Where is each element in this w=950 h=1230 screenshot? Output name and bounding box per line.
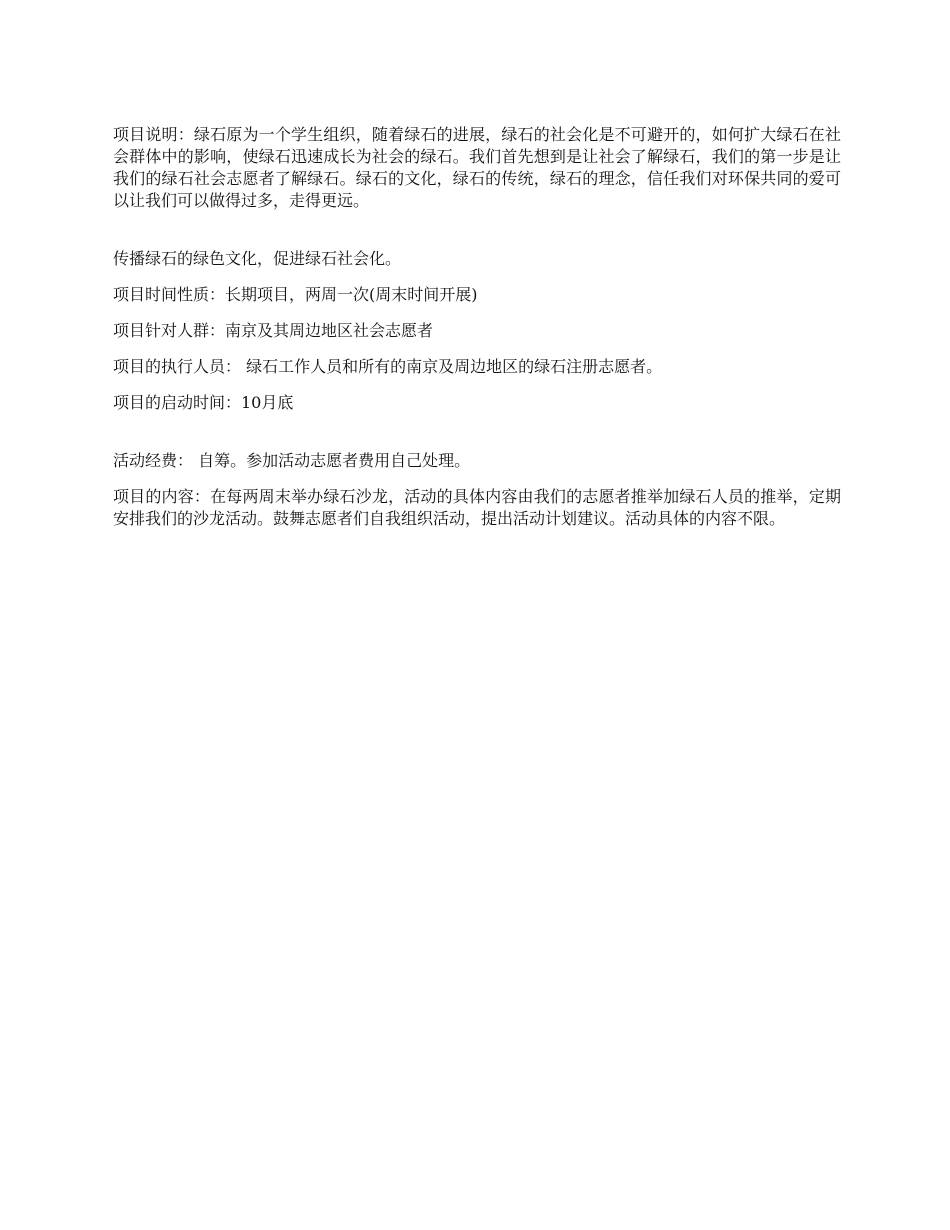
funding-paragraph: 活动经费： 自筹。参加活动志愿者费用自己处理。 xyxy=(113,451,471,470)
spacer xyxy=(113,212,841,248)
document-body xyxy=(113,124,841,530)
project-goal-paragraph: 传播绿石的绿色文化，促进绿石社会化。 xyxy=(113,249,402,268)
executors-paragraph: 项目的执行人员： 绿石工作人员和所有的南京及周边地区的绿石注册志愿者。 xyxy=(113,357,663,376)
target-group-paragraph: 项目针对人群：南京及其周边地区社会志愿者 xyxy=(113,321,434,340)
spacer xyxy=(113,270,841,284)
spacer xyxy=(113,472,841,486)
time-nature-paragraph: 项目时间性质：长期项目，两周一次(周末时间开展) xyxy=(113,285,478,304)
spacer xyxy=(113,414,841,450)
spacer xyxy=(113,342,841,356)
project-content-paragraph: 项目的内容：在每两周末举办绿石沙龙，活动的具体内容由我们的志愿者推举加绿石人员的推举，定期安排我们的沙龙活动。鼓舞志愿者们自我组织活动，提出活动计划建议。活动具体的内容不限。 xyxy=(113,487,841,528)
project-description-paragraph: 项目说明：绿石原为一个学生组织，随着绿石的进展，绿石的社会化是不可避开的，如何扩大绿石在社会群体中的影响，使绿石迅速成长为社会的绿石。我们首先想到是让社会了解绿石，我们的第一步是让我们的绿石社会志愿者了解绿石。绿石的文化，绿石的传统，绿石的理念，信任我们对环保共同的爱可以让我们可以做得过多，走得更远。 xyxy=(113,125,841,210)
spacer xyxy=(113,306,841,320)
start-time-paragraph: 项目的启动时间：10月底 xyxy=(113,393,294,412)
spacer xyxy=(113,378,841,392)
